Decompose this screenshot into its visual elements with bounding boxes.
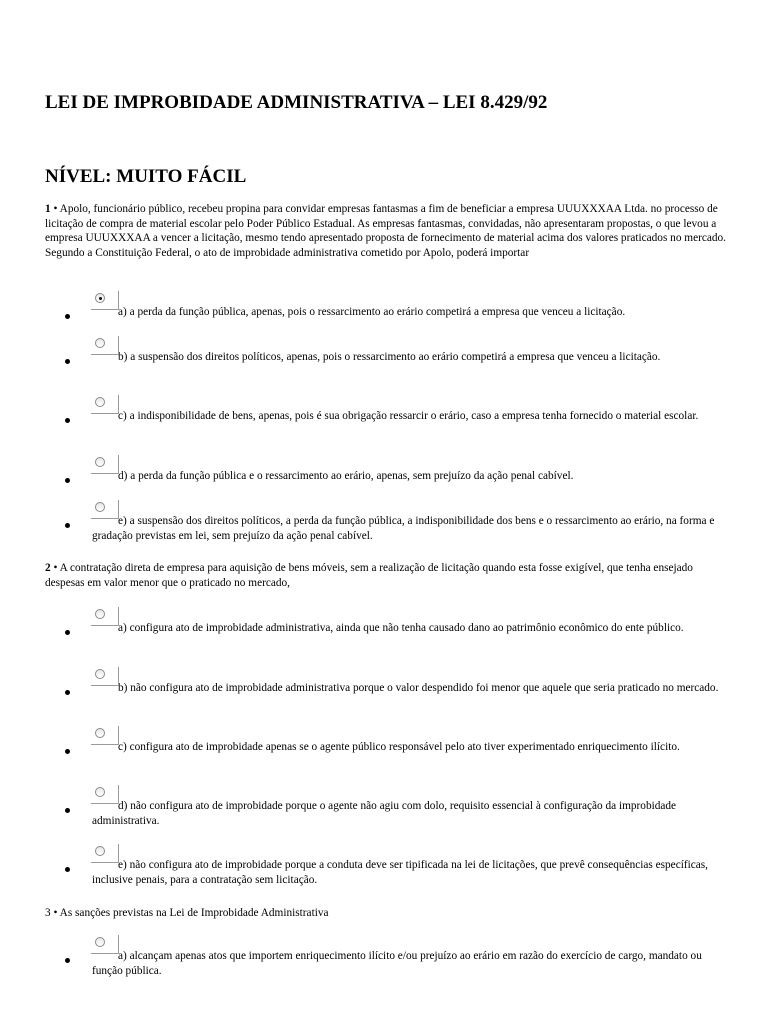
radio-frame [91, 500, 119, 519]
radio-button[interactable] [95, 609, 105, 619]
radio-frame [91, 395, 119, 414]
answer-option[interactable] [65, 514, 735, 544]
answer-option[interactable] [65, 858, 735, 888]
option-label: e) a suspensão dos direitos políticos, a perda da função pública, a indisponibilidade dos bens e o ressarcimento ao erário, na forma e gradação previstas em lei, sem prejuízo da ação penal cabível. [92, 515, 715, 542]
option-label: a) alcançam apenas atos que importem enriquecimento ilícito e/ou prejuízo ao erário em razão do exercício de cargo, mandato ou função pública. [92, 950, 702, 977]
option-label: a) configura ato de improbidade administrativa, ainda que não tenha causado dano ao patrimônio econômico do ente público. [118, 622, 684, 634]
bullet-icon [65, 359, 70, 364]
radio-frame [91, 667, 119, 686]
radio-button[interactable] [95, 787, 105, 797]
answer-option[interactable] [65, 409, 735, 424]
answer-option[interactable] [65, 681, 735, 696]
answer-option[interactable] [65, 799, 735, 829]
question-number: 2 [45, 562, 51, 574]
radio-frame [91, 935, 119, 954]
radio-button[interactable] [95, 502, 105, 512]
radio-frame [91, 785, 119, 804]
answer-option[interactable] [65, 949, 735, 979]
bullet-icon [65, 749, 70, 754]
option-label: b) a suspensão dos direitos políticos, apenas, pois o ressarcimento ao erário competirá a empresa que venceu a licitação. [118, 351, 661, 363]
radio-frame [91, 291, 119, 310]
answer-option[interactable] [65, 350, 735, 365]
bullet-icon [65, 418, 70, 423]
option-label: d) a perda da função pública e o ressarcimento ao erário, apenas, sem prejuízo da ação penal cabível. [118, 470, 574, 482]
radio-frame [91, 844, 119, 863]
question-body: Apolo, funcionário público, recebeu propina para convidar empresas fantasmas a fim de beneficiar a empresa UUUXXXAA Ltda. no processo de licitação de compra de material escolar pelo Poder Público Estadual. As empresas fantasmas, convidadas, não apresentaram propostas, o que levou a empresa UUUXXXAA a vencer a licitação, mesmo tendo apresentado proposta de fornecimento de material acima dos valores praticados no mercado. Segundo a Constituição Federal, o ato de improbidade administrativa cometido por Apolo, poderá importar [45, 203, 727, 259]
question-separator: • [53, 562, 58, 574]
radio-button[interactable] [95, 338, 105, 348]
answer-option[interactable] [65, 305, 735, 320]
question-body: As sanções previstas na Lei de Improbidade Administrativa [59, 907, 329, 919]
option-label: d) não configura ato de improbidade porque o agente não agiu com dolo, requisito essencial à configuração da improbidade administrativa. [92, 800, 677, 827]
bullet-icon [65, 808, 70, 813]
bullet-icon [65, 867, 70, 872]
radio-frame [91, 455, 119, 474]
question-number: 3 [45, 907, 51, 919]
document-title: LEI DE IMPROBIDADE ADMINISTRATIVA – LEI 8.429/92 [45, 92, 548, 113]
answer-option[interactable] [65, 740, 735, 755]
option-label: c) a indisponibilidade de bens, apenas, pois é sua obrigação ressarcir o erário, caso a empresa tenha fornecido o material escolar. [118, 410, 699, 422]
option-label: a) a perda da função pública, apenas, pois o ressarcimento ao erário competirá a empresa que venceu a licitação. [118, 306, 626, 318]
bullet-icon [65, 478, 70, 483]
question-2-text [45, 561, 735, 590]
bullet-icon [65, 690, 70, 695]
bullet-icon [65, 523, 70, 528]
radio-button-selected[interactable] [95, 293, 105, 303]
question-body: A contratação direta de empresa para aquisição de bens móveis, sem a realização de licitação quando esta fosse exigível, que tenha ensejado despesas em valor menor que o praticado no mercado, [45, 562, 693, 589]
question-separator: • [53, 203, 58, 215]
question-1-text [45, 202, 735, 260]
difficulty-level: NÍVEL: MUITO FÁCIL [45, 166, 247, 187]
radio-frame [91, 607, 119, 626]
option-label: b) não configura ato de improbidade administrativa porque o valor despendido foi menor que aquele que seria praticado no mercado. [118, 682, 719, 694]
radio-button[interactable] [95, 937, 105, 947]
radio-button[interactable] [95, 669, 105, 679]
radio-frame [91, 726, 119, 745]
bullet-icon [65, 630, 70, 635]
question-3-text [45, 906, 735, 921]
radio-button[interactable] [95, 846, 105, 856]
radio-frame [91, 336, 119, 355]
question-number: 1 [45, 203, 51, 215]
question-separator: • [53, 907, 58, 919]
bullet-icon [65, 314, 70, 319]
radio-button[interactable] [95, 397, 105, 407]
answer-option[interactable] [65, 621, 735, 636]
option-label: c) configura ato de improbidade apenas se o agente público responsável pelo ato tiver experimentado enriquecimento ilícito. [118, 741, 680, 753]
answer-option[interactable] [65, 469, 735, 484]
bullet-icon [65, 958, 70, 963]
radio-button[interactable] [95, 457, 105, 467]
radio-button[interactable] [95, 728, 105, 738]
option-label: e) não configura ato de improbidade porque a conduta deve ser tipificada na lei de licitações, que prevê consequências específicas, inclusive penais, para a contratação sem licitação. [92, 859, 709, 886]
